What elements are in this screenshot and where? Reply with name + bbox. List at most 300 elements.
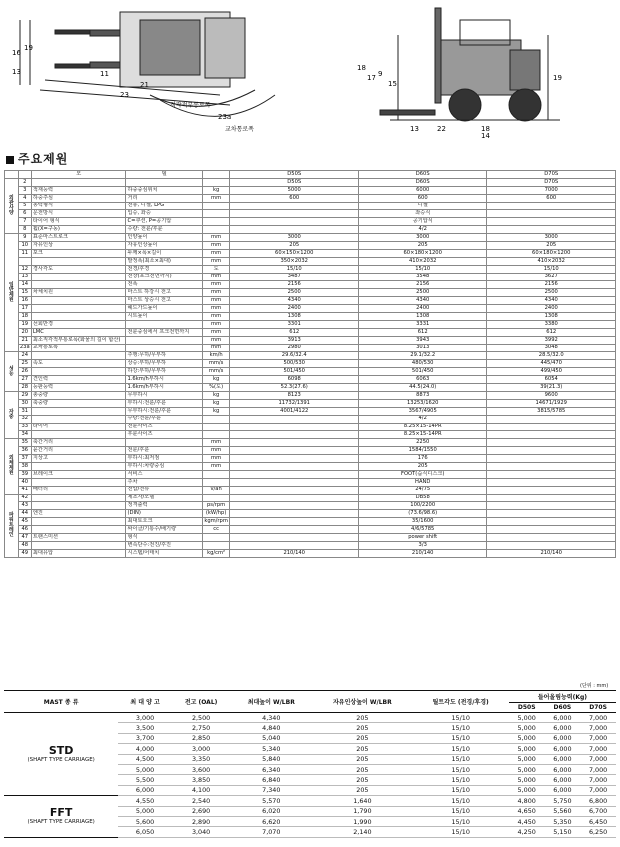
spec-value: 600: [487, 194, 616, 202]
spec-value: 4340: [230, 297, 358, 305]
mast-cell: 15/10: [413, 733, 509, 743]
spec-row: [5, 494, 616, 502]
spec-unit: kg: [202, 186, 230, 194]
spec-cond: 인양높이: [126, 234, 202, 242]
spec-unit: mm: [202, 234, 230, 242]
mast-cell: 5,000: [509, 785, 545, 795]
spec-cond: 전륜중심에서 프크전면까지: [126, 328, 202, 336]
spec-row: [5, 368, 616, 376]
spec-value: [487, 533, 616, 541]
spec-item: [31, 431, 126, 439]
spec-value: 600: [358, 194, 486, 202]
spec-value: 410×2032: [487, 257, 616, 265]
spec-value: D60S: [358, 178, 486, 186]
spec-value: [487, 462, 616, 470]
spec-cond: 주행:무하/무부하: [126, 352, 202, 360]
mast-cell: 4,250: [509, 827, 545, 837]
spec-value: [230, 462, 358, 470]
spec-no: 23a: [19, 344, 30, 351]
spec-cond: 전장(포크전면까지): [126, 273, 202, 281]
mast-cell: 3,040: [172, 827, 231, 837]
spec-value: 4/2: [358, 226, 486, 234]
spec-item: 브레이크: [31, 470, 126, 478]
spec-value: [487, 478, 616, 486]
spec-no: 29: [18, 391, 31, 399]
spec-no: 45: [18, 518, 31, 526]
mast-cell: 5,340: [230, 744, 312, 754]
section-title: 주요제원: [6, 150, 68, 167]
spec-row: [5, 360, 616, 368]
header-height: 전고 (OAL): [172, 691, 231, 713]
spec-value: 176: [358, 455, 486, 463]
spec-cond: 주차: [126, 478, 202, 486]
spec-no: 40: [18, 478, 31, 486]
spec-category: 자 중: [5, 391, 19, 438]
spec-row: [5, 210, 616, 218]
spec-unit: kg: [202, 391, 230, 399]
mast-cell: 7,000: [580, 764, 616, 774]
spec-row: [5, 305, 616, 313]
spec-value: 24/75: [358, 486, 486, 494]
spec-value: D70S: [487, 178, 616, 186]
spec-row: [5, 313, 616, 321]
spec-item: 최소직각적부통로폭(화물의 길이 합산): [31, 336, 126, 344]
mast-cell: 4,340: [230, 713, 312, 723]
spec-no: 9: [18, 234, 31, 242]
spec-value: 3548: [358, 273, 486, 281]
mast-cell: 5,350: [545, 816, 581, 826]
spec-item: 지상고: [31, 455, 126, 463]
spec-cond: 1.6km/h부하시: [126, 384, 202, 392]
spec-value: 445/470: [487, 360, 616, 368]
spec-item: 타이어 형식: [31, 218, 126, 226]
spec-no: 13: [18, 273, 31, 281]
spec-cond: 시스템/어태치: [126, 549, 202, 557]
spec-value: 디젤: [358, 202, 486, 210]
spec-row: [5, 541, 616, 549]
spec-value: 205: [358, 462, 486, 470]
spec-value: 3567/4905: [358, 407, 486, 415]
spec-value: 2156: [487, 281, 616, 289]
mast-group-name: [4, 796, 118, 838]
spec-no: 3: [18, 186, 31, 194]
spec-value: [230, 439, 358, 447]
spec-value: 44.5(24.0): [358, 384, 486, 392]
dim-label: 19: [24, 44, 33, 52]
spec-cond: 제조자/모델: [126, 494, 202, 502]
spec-value: 3913: [230, 336, 358, 344]
spec-row: [5, 423, 616, 431]
spec-value: [487, 226, 616, 234]
mast-cell: 6,000: [545, 754, 581, 764]
spec-value: 3048: [487, 344, 616, 352]
header-tilt: 틸트각도 (전경/후경): [413, 691, 509, 713]
side-view-drawing: [380, 8, 560, 121]
spec-item: [31, 352, 126, 360]
mast-row: [4, 796, 616, 806]
spec-cond: 무부하시: [126, 391, 202, 399]
spec-item: [31, 526, 126, 534]
spec-value: 3815/5785: [487, 407, 616, 415]
mast-cell: 7,000: [580, 713, 616, 723]
spec-value: [487, 470, 616, 478]
mast-cell: 6,800: [580, 796, 616, 806]
spec-unit: [202, 178, 230, 186]
mast-cell: 15/10: [413, 713, 509, 723]
spec-row: [5, 486, 616, 494]
spec-unit: %(도): [202, 384, 230, 392]
spec-unit: v/ah: [202, 486, 230, 494]
mast-cell: 5,040: [230, 733, 312, 743]
mast-cell: 6,050: [118, 827, 172, 837]
spec-value: 4/2: [358, 415, 486, 423]
spec-row: [5, 478, 616, 486]
spec-unit: mm: [202, 194, 230, 202]
spec-unit: mm: [202, 242, 230, 250]
spec-item: [31, 407, 126, 415]
spec-value: [230, 455, 358, 463]
spec-unit: cc: [202, 526, 230, 534]
mast-cell: 4,450: [509, 816, 545, 826]
mast-cell: 205: [312, 713, 412, 723]
spec-no: 12: [18, 265, 31, 273]
spec-value: [487, 210, 616, 218]
spec-value: 2250: [358, 439, 486, 447]
spec-value: 3301: [230, 320, 358, 328]
mast-cell: 5,000: [509, 733, 545, 743]
spec-no: 47: [18, 533, 31, 541]
mast-cell: 6,250: [580, 827, 616, 837]
spec-row: [5, 462, 616, 470]
spec-value: 60×150×1200: [230, 249, 358, 257]
spec-cond: 거리: [126, 194, 202, 202]
spec-unit: [202, 431, 230, 439]
spec-row: [5, 415, 616, 423]
spec-cond: 마스트 하강시 전고: [126, 289, 202, 297]
spec-item: [31, 305, 126, 313]
spec-cond: [126, 320, 202, 328]
mast-cell: 205: [312, 785, 412, 795]
spec-value: [487, 431, 616, 439]
spec-value: 2500: [487, 289, 616, 297]
spec-value: (73.6/98.6): [358, 510, 486, 518]
spec-value: 15/10: [487, 265, 616, 273]
spec-cond: 형식: [126, 533, 202, 541]
mast-cell: 4,550: [118, 796, 172, 806]
spec-value: [230, 470, 358, 478]
dim-label: 15: [388, 80, 397, 88]
spec-row: [5, 533, 616, 541]
spec-row: [5, 352, 616, 360]
spec-value: 6063: [358, 376, 486, 384]
spec-item: 타이어: [31, 423, 126, 431]
spec-item: 트랜스미션: [31, 533, 126, 541]
spec-item: 교차통로폭: [31, 344, 126, 352]
spec-row: [5, 344, 616, 352]
mast-cell: 6,000: [118, 785, 172, 795]
spec-item: [31, 273, 126, 281]
dim-label: 11: [100, 70, 109, 78]
spec-value: [487, 455, 616, 463]
dim-label: 18: [357, 64, 366, 72]
mast-cell: 4,000: [118, 744, 172, 754]
spec-value: 15/10: [230, 265, 358, 273]
mast-cell: 5,000: [509, 764, 545, 774]
spec-value: [230, 526, 358, 534]
mast-cell: 4,100: [172, 785, 231, 795]
spec-value: 4340: [487, 297, 616, 305]
spec-no: 39: [18, 470, 31, 478]
mast-cell: 5,000: [509, 754, 545, 764]
spec-unit: mm: [202, 336, 230, 344]
mast-cell: 15/10: [413, 764, 509, 774]
spec-item: [31, 313, 126, 321]
spec-row: [5, 510, 616, 518]
spec-unit: km/h: [202, 352, 230, 360]
mast-cell: 5,570: [230, 796, 312, 806]
mast-cell: 2,890: [172, 816, 231, 826]
spec-unit: [202, 202, 230, 210]
spec-row: [5, 186, 616, 194]
spec-item: 표준마스트로크: [31, 234, 126, 242]
spec-no: 44: [18, 510, 31, 518]
spec-row: [5, 194, 616, 202]
spec-value: 3487: [230, 273, 358, 281]
spec-header-cell: [202, 171, 230, 179]
spec-no: 19: [18, 320, 31, 328]
spec-unit: [202, 541, 230, 549]
dim-label: 19: [553, 74, 562, 82]
mast-cell: 6,000: [545, 713, 581, 723]
dim-label: 17: [367, 74, 376, 82]
spec-no: 31: [18, 407, 31, 415]
spec-value: [487, 510, 616, 518]
mast-cell: 2,750: [172, 723, 231, 733]
spec-unit: ps/rpm: [202, 502, 230, 510]
spec-header-cell: 델: [126, 171, 202, 179]
spec-value: 2980: [230, 344, 358, 352]
spec-row: [5, 518, 616, 526]
spec-cond: 후륜사이즈: [126, 431, 202, 439]
mast-cell: 7,000: [580, 744, 616, 754]
mast-cell: 6,000: [545, 744, 581, 754]
mast-cell: 3,600: [172, 764, 231, 774]
mast-cell: 5,600: [118, 816, 172, 826]
mast-cell: 1,990: [312, 816, 412, 826]
dim-label: 23: [120, 91, 129, 99]
spec-unit: mm: [202, 462, 230, 470]
spec-cond: 부하시:전륜/후륜: [126, 399, 202, 407]
mast-cell: 2,690: [172, 806, 231, 816]
spec-value: 60×180×1200: [487, 249, 616, 257]
spec-cond: 시트높이: [126, 313, 202, 321]
spec-cond: 자유인상높이: [126, 242, 202, 250]
spec-value: 14671/1929: [487, 399, 616, 407]
spec-unit: [202, 478, 230, 486]
mast-cell: 5,000: [509, 713, 545, 723]
spec-no: 6: [18, 210, 31, 218]
spec-value: 2156: [358, 281, 486, 289]
spec-row: [5, 502, 616, 510]
spec-item: [31, 368, 126, 376]
spec-item: [31, 281, 126, 289]
aisle-label: 교차통로폭: [225, 126, 254, 133]
spec-value: 410×2032: [358, 257, 486, 265]
spec-item: [31, 518, 126, 526]
spec-unit: mm: [202, 328, 230, 336]
spec-value: 6054: [487, 376, 616, 384]
spec-item: 하중주심: [31, 194, 126, 202]
mast-cell: 5,750: [545, 796, 581, 806]
spec-value: [487, 486, 616, 494]
spec-value: 28.5/32.0: [487, 352, 616, 360]
spec-unit: mm: [202, 273, 230, 281]
spec-no: 33: [18, 423, 31, 431]
spec-value: [487, 423, 616, 431]
spec-cond: 입승, 좌승: [126, 210, 202, 218]
header-model: D50S: [509, 703, 545, 713]
spec-no: 46: [18, 526, 31, 534]
dim-label: 18: [481, 125, 490, 133]
spec-item: 휠(X=구동): [31, 226, 126, 234]
spec-value: [230, 226, 358, 234]
spec-unit: [202, 226, 230, 234]
spec-value: [487, 202, 616, 210]
header-model: D60S: [545, 703, 581, 713]
mast-cell: 5,560: [545, 806, 581, 816]
spec-category: 외 체 제 원: [5, 439, 19, 494]
spec-no: 4: [18, 194, 31, 202]
spec-cond: 수량: 전륜/후륜: [126, 226, 202, 234]
mast-cell: 3,000: [172, 744, 231, 754]
mast-cell: 15/10: [413, 816, 509, 826]
spec-category: 외 관 사 양: [5, 178, 19, 233]
spec-item: 운전방식: [31, 210, 126, 218]
spec-item: [31, 478, 126, 486]
spec-value: 39(21.3): [487, 384, 616, 392]
spec-value: 100/2200: [358, 502, 486, 510]
spec-item: 등판능력: [31, 384, 126, 392]
spec-item: 경사각도: [31, 265, 126, 273]
spec-value: [230, 478, 358, 486]
mast-cell: 2,850: [172, 733, 231, 743]
spec-item: 속도: [31, 360, 126, 368]
mast-group-title: STD: [48, 743, 74, 757]
spec-item: LMC: [31, 328, 126, 336]
spec-unit: [202, 218, 230, 226]
spec-item: 윤간거리: [31, 447, 126, 455]
spec-value: 500/530: [230, 360, 358, 368]
spec-item: 적재능력: [31, 186, 126, 194]
spec-item: 견인력: [31, 376, 126, 384]
spec-unit: [202, 210, 230, 218]
spec-cond: [126, 344, 202, 352]
header-free-lift: 자유인상높이 W/LBR: [312, 691, 412, 713]
spec-value: 15/10: [358, 265, 486, 273]
mast-cell: 6,000: [545, 764, 581, 774]
spec-row: [5, 320, 616, 328]
spec-cond: 수량:전륜/후륜: [126, 415, 202, 423]
spec-value: [230, 494, 358, 502]
spec-no: 17: [18, 305, 31, 313]
spec-value: 3380: [487, 320, 616, 328]
spec-unit: mm: [202, 281, 230, 289]
spec-header-cell: 모: [31, 171, 126, 179]
mast-cell: 15/10: [413, 744, 509, 754]
dim-label: 13: [410, 125, 419, 133]
spec-value: 8123: [230, 391, 358, 399]
spec-cond: 헤드가드높이: [126, 305, 202, 313]
spec-row: [5, 336, 616, 344]
spec-value: [230, 541, 358, 549]
spec-row: [5, 470, 616, 478]
spec-no: 32: [18, 415, 31, 423]
spec-row: [5, 447, 616, 455]
spec-row: [5, 297, 616, 305]
spec-value: 3000: [230, 234, 358, 242]
spec-row: [5, 399, 616, 407]
spec-no: 10: [18, 242, 31, 250]
spec-value: [487, 518, 616, 526]
mast-cell: 7,000: [580, 754, 616, 764]
spec-value: 3000: [358, 234, 486, 242]
spec-no: 38: [18, 462, 31, 470]
spec-value: 350×2032: [230, 257, 358, 265]
spec-cond: 하중중심위치: [126, 186, 202, 194]
spec-cond: [126, 336, 202, 344]
spec-value: 2156: [230, 281, 358, 289]
spec-value: 9600: [487, 391, 616, 399]
spec-unit: [202, 470, 230, 478]
spec-row: [5, 226, 616, 234]
spec-value: [487, 494, 616, 502]
spec-value: 1308: [358, 313, 486, 321]
header-max-lift: 최 대 양 고: [118, 691, 172, 713]
spec-row: [5, 328, 616, 336]
mast-cell: 7,070: [230, 827, 312, 837]
spec-item: [31, 297, 126, 305]
spec-value: 499/450: [487, 368, 616, 376]
spec-value: [230, 486, 358, 494]
mast-cell: 5,000: [509, 775, 545, 785]
spec-row: [5, 549, 616, 557]
spec-value: [230, 431, 358, 439]
spec-value: 6098: [230, 376, 358, 384]
spec-value: [230, 533, 358, 541]
spec-row: [5, 289, 616, 297]
spec-row: [5, 257, 616, 265]
spec-row: [5, 178, 616, 186]
spec-item: 자유인상: [31, 242, 126, 250]
spec-value: 3000: [487, 234, 616, 242]
spec-value: 8.25×15-14PR: [358, 423, 486, 431]
spec-no: 34: [18, 431, 31, 439]
spec-no: 2: [18, 178, 31, 186]
spec-row: [5, 526, 616, 534]
spec-value: HAND: [358, 478, 486, 486]
spec-cond: C=쿠션, P=공기압: [126, 218, 202, 226]
forklift-drawings: [0, 0, 620, 140]
spec-cond: 최대토오크: [126, 518, 202, 526]
mast-cell: 205: [312, 775, 412, 785]
mast-cell: 7,340: [230, 785, 312, 795]
spec-row: [5, 202, 616, 210]
top-view-drawing: [20, 12, 275, 116]
spec-cond: [126, 439, 202, 447]
mast-cell: 2,540: [172, 796, 231, 806]
spec-no: 41: [18, 486, 31, 494]
spec-no: 27: [18, 376, 31, 384]
